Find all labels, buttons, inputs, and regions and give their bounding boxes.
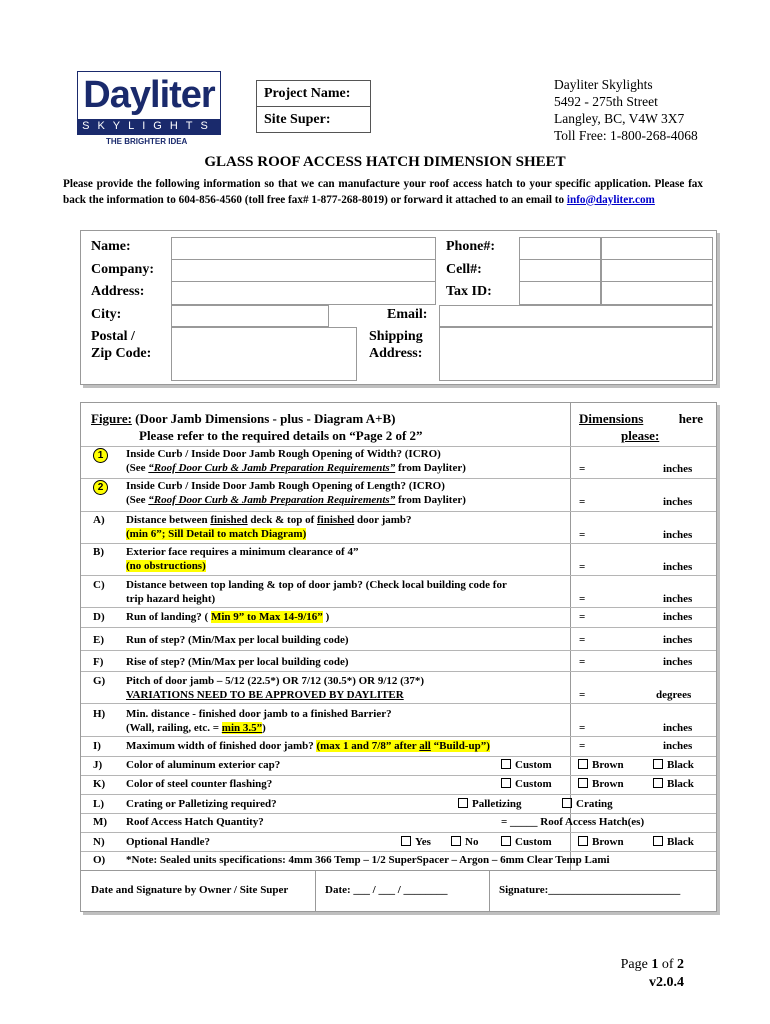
page-of: of — [658, 957, 677, 972]
custom-option-k[interactable] — [501, 778, 552, 790]
brown-label: Brown — [592, 836, 624, 848]
row-code-o: O) — [93, 854, 106, 866]
eq-a: = — [579, 529, 586, 541]
checkbox-icon[interactable] — [578, 836, 588, 846]
row-desc-c — [126, 578, 507, 606]
unit-e: inches — [663, 634, 693, 646]
row-divider — [81, 794, 716, 795]
checkbox-icon[interactable] — [501, 759, 511, 769]
figure-heading — [91, 411, 396, 427]
palletizing-label: Palletizing — [472, 798, 522, 810]
row-divider — [81, 851, 716, 852]
unit-c: inches — [663, 593, 693, 605]
unit-i: inches — [663, 740, 693, 752]
row-desc-d — [126, 610, 329, 624]
a-t2: finished — [210, 514, 248, 526]
row-desc-1 — [126, 447, 466, 475]
postal-label-1: Postal / — [91, 329, 135, 344]
quantity-field[interactable]: = _____ Roof Access Hatch(es) — [501, 816, 645, 828]
row-divider — [81, 627, 716, 628]
checkbox-icon[interactable] — [653, 759, 663, 769]
divider — [171, 281, 435, 282]
unit-f: inches — [663, 656, 693, 668]
row-divider — [81, 756, 716, 757]
row-code-n: N) — [93, 836, 105, 848]
email-input[interactable] — [439, 305, 713, 327]
city-label: City: — [91, 307, 122, 322]
yes-option[interactable] — [401, 836, 431, 848]
checkbox-icon[interactable] — [578, 759, 588, 769]
page-word: Page — [620, 957, 652, 972]
row-desc-a — [126, 513, 412, 541]
page-footer — [612, 956, 684, 992]
row-divider — [81, 607, 716, 608]
c-line1: Distance between top landing & top of door jamb? (Check local building code for — [126, 579, 507, 591]
project-name-label: Project Name: — [264, 86, 351, 101]
d-t1: Run of landing? ( — [126, 611, 211, 623]
figure-label: Figure: — [91, 411, 132, 426]
row-code-d: D) — [93, 611, 105, 623]
row-code-f: F) — [93, 656, 104, 668]
b-highlight: (no obstructions) — [126, 560, 206, 572]
row-divider — [81, 832, 716, 833]
row-desc-o: *Note: Sealed units specifications: 4mm 366 Temp – 1/2 SuperSpacer – Argon – 6mm Clear Temp Lami — [126, 854, 610, 866]
site-super-label: Site Super: — [257, 106, 370, 132]
row-2-see: (See — [126, 494, 149, 506]
city-input[interactable] — [171, 305, 329, 327]
row-desc-g — [126, 674, 424, 702]
row-divider — [81, 650, 716, 651]
postal-label-2: Zip Code: — [91, 346, 152, 361]
crating-label: Crating — [576, 798, 613, 810]
h-t1: (Wall, railing, etc. = — [126, 722, 222, 734]
company-street: 5492 - 275th Street — [554, 94, 658, 109]
page-title: GLASS ROOF ACCESS HATCH DIMENSION SHEET — [204, 154, 566, 170]
h-highlight: min 3.5” — [221, 722, 263, 734]
logo-tagline: THE BRIGHTER IDEA — [106, 137, 188, 146]
i-t2: (max 1 and 7/8” after — [316, 740, 420, 752]
eq-e: = — [579, 634, 586, 646]
row-desc-k: Color of steel counter flashing? — [126, 778, 273, 790]
a-t1: Distance between — [126, 514, 211, 526]
g-line2: VARIATIONS NEED TO BE APPROVED BY DAYLITER — [126, 689, 404, 701]
figure-desc: (Door Jamb Dimensions - plus - Diagram A+B) — [131, 411, 396, 426]
d-t3: ) — [322, 611, 330, 623]
black-label: Black — [667, 836, 694, 848]
circle-1: 1 — [93, 448, 108, 463]
version-label: v2.0.4 — [649, 975, 684, 990]
page-number — [612, 956, 684, 974]
cell-label: Cell#: — [446, 262, 482, 277]
page-total: 2 — [677, 957, 684, 972]
phone-cell-tax-input-2[interactable] — [601, 237, 713, 305]
brown-option-n[interactable] — [578, 836, 624, 848]
row-2-line1: Inside Curb / Inside Door Jamb Rough Opening of Length? (ICRO) — [126, 480, 445, 492]
black-label: Black — [667, 778, 694, 790]
black-option-k[interactable] — [653, 778, 694, 790]
eq-g: = — [579, 689, 586, 701]
eq-b: = — [579, 561, 586, 573]
checkbox-icon[interactable] — [562, 798, 572, 808]
black-option-j[interactable] — [653, 759, 694, 771]
project-label-box — [256, 80, 371, 133]
eq-i: = — [579, 740, 586, 752]
divider — [171, 259, 435, 260]
figure-note: Please refer to the required details on “Page 2 of 2” — [139, 428, 423, 443]
name-label: Name: — [91, 239, 131, 254]
row-code-k: K) — [93, 778, 106, 790]
row-divider — [81, 543, 716, 544]
row-divider — [81, 813, 716, 814]
a-highlight: (min 6”; Sill Detail to match Diagram) — [126, 528, 307, 540]
g-line1: Pitch of door jamb – 5/12 (22.5*) OR 7/12 (30.5*) OR 9/12 (37*) — [126, 675, 424, 687]
c-line2: trip hazard height) — [126, 593, 216, 605]
a-t3: deck & top of — [247, 514, 317, 526]
row-desc-h — [126, 707, 392, 735]
divider — [519, 281, 712, 282]
email-link[interactable]: info@dayliter.com — [566, 193, 655, 206]
row-desc-j: Color of aluminum exterior cap? — [126, 759, 281, 771]
yes-label: Yes — [415, 836, 431, 848]
row-divider — [81, 775, 716, 776]
palletizing-option[interactable] — [458, 798, 522, 810]
row-code-g: G) — [93, 675, 106, 687]
brown-option-j[interactable] — [578, 759, 624, 771]
logo-band: SKYLIGHTS — [78, 119, 220, 134]
row-2-from: from Dayliter) — [395, 494, 466, 506]
h-t3: ) — [262, 722, 266, 734]
checkbox-icon[interactable] — [401, 836, 411, 846]
row-code-c: C) — [93, 579, 105, 591]
custom-label: Custom — [515, 778, 552, 790]
i-t3: all — [419, 740, 431, 752]
row-code-i: I) — [93, 740, 101, 752]
dims-word: Dimensions — [579, 411, 644, 426]
row-desc-l: Crating or Palletizing required? — [126, 798, 277, 810]
row-1-line1: Inside Curb / Inside Door Jamb Rough Opening of Width? (ICRO) — [126, 448, 441, 460]
row-divider — [81, 703, 716, 704]
eq-c: = — [579, 593, 586, 605]
row-divider — [81, 736, 716, 737]
unit-b: inches — [663, 561, 693, 573]
row-1-see: (See — [126, 462, 149, 474]
black-option-n[interactable] — [653, 836, 694, 848]
eq-f: = — [579, 656, 586, 668]
a-t4: finished — [316, 514, 355, 526]
brown-option-k[interactable] — [578, 778, 624, 790]
eq-1: = — [579, 463, 586, 475]
shipping-address-input[interactable] — [439, 327, 713, 381]
circle-2: 2 — [93, 480, 108, 495]
brown-label: Brown — [592, 759, 624, 771]
logo-wordmark: Dayliter — [83, 74, 215, 116]
email-label: Email: — [387, 307, 428, 322]
dimensions-heading-2: please: — [621, 428, 660, 443]
row-code-l: L) — [93, 798, 104, 810]
checkbox-icon[interactable] — [578, 778, 588, 788]
project-fields[interactable] — [370, 80, 538, 131]
row-code-2 — [93, 480, 108, 495]
b-line1: Exterior face requires a minimum clearance of 4” — [126, 546, 359, 558]
company-name: Dayliter Skylights — [554, 77, 653, 92]
company-city: Langley, BC, V4W 3X7 — [554, 111, 685, 126]
row-divider — [81, 870, 716, 871]
company-address — [554, 76, 698, 144]
owner-signature-label: Date and Signature by Owner / Site Super — [91, 884, 289, 896]
checkbox-icon[interactable] — [653, 778, 663, 788]
row-code-h: H) — [93, 708, 106, 720]
name-company-address-input[interactable] — [171, 237, 436, 305]
h-line1: Min. distance - finished door jamb to a finished Barrier? — [126, 708, 392, 720]
row-desc-2 — [126, 479, 466, 507]
row-code-1 — [93, 448, 108, 463]
i-t4: “Build-up”) — [430, 740, 490, 752]
unit-g: degrees — [656, 689, 692, 701]
row-code-e: E) — [93, 634, 104, 646]
company-label: Company: — [91, 262, 155, 277]
checkbox-icon[interactable] — [501, 778, 511, 788]
dayliter-logo — [77, 71, 221, 135]
eq-d: = — [579, 611, 586, 623]
phone-label: Phone#: — [446, 239, 495, 254]
phone-cell-tax-input[interactable] — [519, 237, 601, 305]
eq-h: = — [579, 722, 586, 734]
divider — [519, 259, 712, 260]
checkbox-icon[interactable] — [501, 836, 511, 846]
sig-divider — [489, 871, 490, 911]
sig-divider — [315, 871, 316, 911]
unit-h: inches — [663, 722, 693, 734]
dimensions-table — [80, 402, 717, 912]
row-divider — [81, 575, 716, 576]
row-desc-f: Rise of step? (Min/Max per local building code) — [126, 656, 349, 668]
dimensions-heading — [579, 411, 703, 427]
row-desc-m: Roof Access Hatch Quantity? — [126, 816, 264, 828]
unit-1: inches — [663, 463, 693, 475]
row-1-from: from Dayliter) — [395, 462, 466, 474]
row-2-ref: “Roof Door Curb & Jamb Preparation Requirements” — [148, 494, 396, 506]
custom-label: Custom — [515, 836, 552, 848]
company-phone: Toll Free: 1-800-268-4068 — [554, 128, 698, 143]
no-label: No — [465, 836, 479, 848]
unit-2: inches — [663, 496, 693, 508]
dims-here: here — [678, 411, 703, 426]
tax-label: Tax ID: — [446, 284, 492, 299]
date-field[interactable]: Date: ___ / ___ / ________ — [325, 884, 448, 896]
row-desc-b — [126, 545, 358, 573]
row-desc-e: Run of step? (Min/Max per local building code) — [126, 634, 349, 646]
custom-label: Custom — [515, 759, 552, 771]
row-divider — [81, 511, 716, 512]
checkbox-icon[interactable] — [653, 836, 663, 846]
custom-option-n[interactable] — [501, 836, 552, 848]
row-code-m: M) — [93, 816, 108, 828]
checkbox-icon[interactable] — [451, 836, 461, 846]
checkbox-icon[interactable] — [458, 798, 468, 808]
page-num: 1 — [651, 957, 659, 972]
postal-input[interactable] — [171, 327, 357, 381]
contact-table — [80, 230, 717, 385]
intro-text: Please provide the following information so that we can manufacture your roof access hatch to your specific application. Please fax back the information to 604-856-4560 (toll free fax# 1-877-268-8019) or forward it attached to an email to — [63, 178, 703, 206]
row-1-ref: “Roof Door Curb & Jamb Preparation Requirements” — [148, 462, 396, 474]
row-code-b: B) — [93, 546, 104, 558]
a-t5: door jamb? — [354, 514, 412, 526]
i-t1: Maximum width of finished door jamb? — [126, 740, 317, 752]
unit-d: inches — [663, 611, 693, 623]
shipping-label-2: Address: — [369, 346, 423, 361]
row-divider — [81, 671, 716, 672]
black-label: Black — [667, 759, 694, 771]
brown-label: Brown — [592, 778, 624, 790]
d-highlight: Min 9” to Max 14-9/16” — [210, 611, 323, 623]
row-code-a: A) — [93, 514, 105, 526]
row-desc-n: Optional Handle? — [126, 836, 211, 848]
unit-a: inches — [663, 529, 693, 541]
row-code-j: J) — [93, 759, 103, 771]
signature-field[interactable]: Signature:________________________ — [499, 884, 681, 896]
address-label: Address: — [91, 284, 145, 299]
eq-2: = — [579, 496, 586, 508]
crating-option[interactable] — [562, 798, 613, 810]
shipping-label-1: Shipping — [369, 329, 423, 344]
no-option[interactable] — [451, 836, 478, 848]
row-desc-i — [126, 739, 490, 753]
i-highlight — [316, 740, 489, 752]
intro-paragraph — [63, 177, 703, 208]
custom-option-j[interactable] — [501, 759, 552, 771]
